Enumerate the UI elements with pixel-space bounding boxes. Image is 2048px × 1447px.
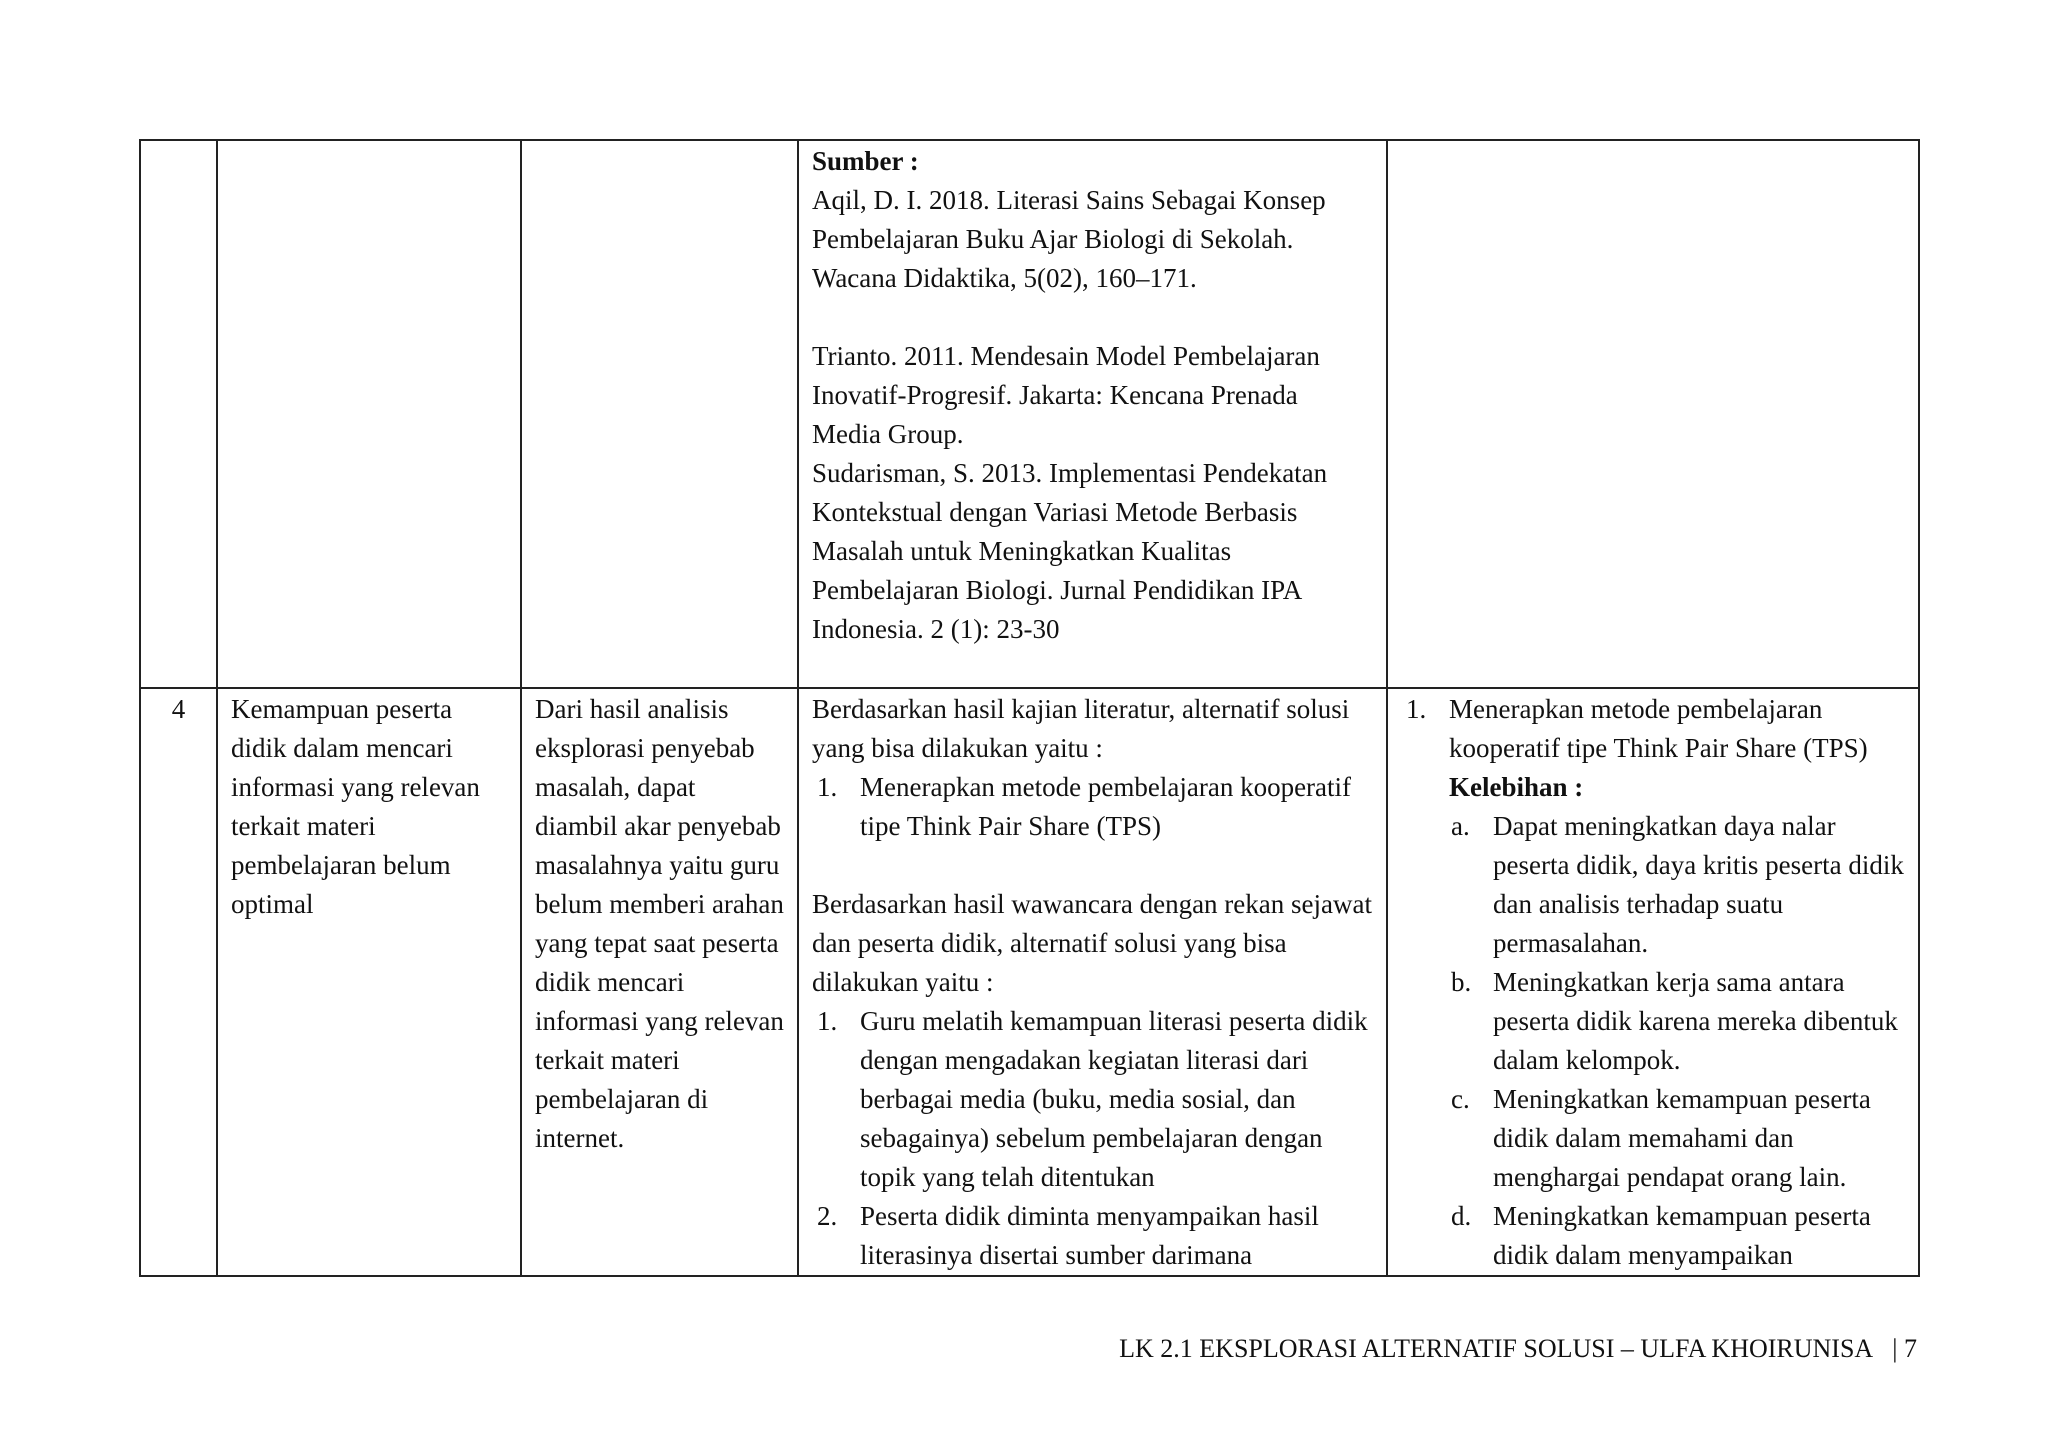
reference-trianto: Trianto. 2011. Mendesain Model Pembelajaran Inovatif-Progresif. Jakarta: Kencana Prenada Media Group. [812,341,1320,449]
list-item-text: Meningkatkan kerja sama antara peserta didik karena mereka dibentuk dalam kelompok. [1493,967,1898,1075]
list-item [1449,1080,1905,1197]
solution-table [139,139,1920,1277]
list-item [1449,1197,1905,1275]
list-marker: 2. [817,1201,838,1231]
advantages-label: Kelebihan : [1449,772,1584,802]
cell-analisis [1387,140,1919,688]
cell-masalah [217,688,521,1276]
list-item [1449,807,1905,963]
interview-intro: Berdasarkan hasil wawancara dengan rekan sejawat dan peserta didik, alternatif solusi yang bisa dilakukan yaitu : [812,889,1372,997]
list-item [812,768,1373,846]
problem-text: Kemampuan peserta didik dalam mencari informasi yang relevan terkait materi pembelajaran belum optimal [231,694,480,919]
list-marker: d. [1451,1201,1472,1231]
list-marker: b. [1451,967,1472,997]
row-number: 4 [140,688,217,1276]
list-item-text: Meningkatkan kemampuan peserta didik dalam memahami dan menghargai pendapat orang lain. [1493,1084,1871,1192]
list-item [1449,963,1905,1080]
interview-solution-list [812,1002,1373,1275]
table-row [140,688,1919,1276]
cell-akar-masalah [521,688,798,1276]
cell-solusi [798,140,1387,688]
list-item-text: Menerapkan metode pembelajaran kooperatif tipe Think Pair Share (TPS) [860,772,1352,841]
literature-intro: Berdasarkan hasil kajian literatur, alternatif solusi yang bisa dilakukan yaitu : [812,694,1350,763]
list-marker: 1. [817,772,838,802]
list-item-text: Peserta didik diminta menyampaikan hasil literasinya disertai sumber darimana [860,1201,1319,1270]
list-marker: 1. [1406,694,1427,724]
analysis-list [1401,690,1905,1275]
list-item [812,1197,1373,1275]
list-item [1401,690,1905,1275]
root-cause-text: Dari hasil analisis eksplorasi penyebab masalah, dapat diambil akar penyebab masalahnya yaitu guru belum memberi arahan yang tepat saat peserta didik mencari informasi yang relevan terkait materi pembelajaran di internet. [535,694,784,1153]
footer-title: LK 2.1 EKSPLORASI ALTERNATIF SOLUSI – ULFA KHOIRUNISA [1119,1334,1872,1363]
reference-aqil: Aqil, D. I. 2018. Literasi Sains Sebagai Konsep Pembelajaran Buku Ajar Biologi di Sekolah. Wacana Didaktika, 5(02), 160–171. [812,185,1326,293]
sources-heading: Sumber : [812,146,919,176]
list-marker: a. [1451,811,1470,841]
cell-akar-masalah [521,140,798,688]
cell-solusi [798,688,1387,1276]
cell-analisis [1387,688,1919,1276]
list-marker: c. [1451,1084,1470,1114]
list-item-text: Menerapkan metode pembelajaran kooperatif tipe Think Pair Share (TPS) [1449,694,1868,763]
list-item-text: Guru melatih kemampuan literasi peserta didik dengan mengadakan kegiatan literasi dari berbagai media (buku, media sosial, dan sebagainya) sebelum pembelajaran dengan topik yang telah ditentukan [860,1006,1368,1192]
list-item-text: Meningkatkan kemampuan peserta didik dalam menyampaikan [1493,1201,1871,1270]
cell-no [140,140,217,688]
list-marker: 1. [817,1006,838,1036]
reference-sudarisman: Sudarisman, S. 2013. Implementasi Pendekatan Kontekstual dengan Variasi Metode Berbasis Masalah untuk Meningkatkan Kualitas Pembelajaran Biologi. Jurnal Pendidikan IPA Indonesia. 2 (1): 23-30 [812,458,1328,644]
list-item [812,1002,1373,1197]
cell-masalah [217,140,521,688]
table-row [140,140,1919,688]
advantages-list [1449,807,1905,1275]
list-item-text: Dapat meningkatkan daya nalar peserta didik, daya kritis peserta didik dan analisis terhadap suatu permasalahan. [1493,811,1904,958]
page-number: | 7 [1892,1334,1917,1363]
literature-solution-list [812,768,1373,846]
page-footer [1119,1330,1917,1368]
